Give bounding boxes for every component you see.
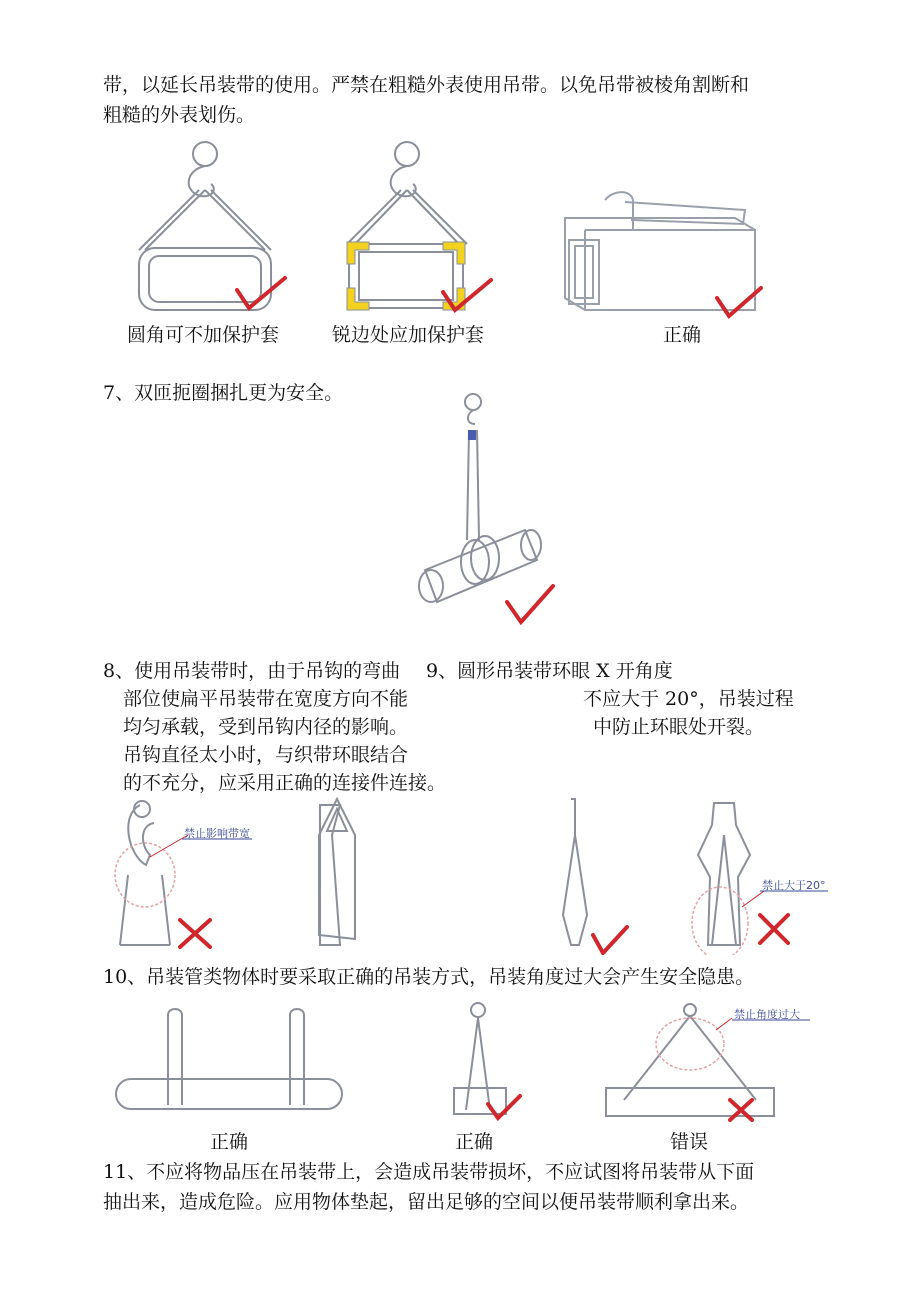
- paragraph-line: 均匀承载，受到吊钩内径的影响。: [123, 716, 409, 738]
- figure-caption: 圆角可不加保护套: [127, 324, 280, 346]
- paragraph-line: 9、圆形吊装带环眼 X 开角度: [426, 660, 673, 682]
- cross-icon: [760, 915, 788, 943]
- box-sling-figure: [555, 190, 775, 325]
- figure-caption: 错误: [670, 1131, 709, 1153]
- warning-label: 禁止大于20°: [762, 879, 826, 892]
- check-icon: [593, 927, 627, 953]
- figure-caption: 正确: [663, 324, 702, 346]
- paragraph-line: 带，以延长吊装带的使用。严禁在粗糙外表使用吊带。以免吊带被棱角割断和: [103, 74, 750, 96]
- paragraph-line: 的不充分，应采用正确的连接件连接。: [123, 772, 447, 794]
- paragraph-line: 吊钩直径太小时，与织带环眼结合: [123, 744, 409, 766]
- flat-sling-correct-figure: [315, 795, 365, 945]
- paragraph-line: 抽出来，造成危险。应用物体垫起，留出足够的空间以便吊装带顺利拿出来。: [103, 1191, 750, 1213]
- sharp-edge-sling-figure: [335, 140, 505, 320]
- round-corner-sling-figure: [125, 140, 295, 320]
- check-icon: [443, 280, 491, 310]
- paragraph-line: 8、使用吊装带时，由于吊钩的弯曲: [103, 660, 401, 682]
- paragraph-line: 不应大于 20°，吊装过程: [583, 688, 794, 710]
- warning-label: 禁止影响带宽: [184, 827, 250, 840]
- paragraph-line: 7、双匝扼圈捆扎更为安全。: [103, 382, 344, 404]
- double-wrap-choke-figure: [405, 390, 565, 630]
- hook-narrow-sling-figure: [110, 795, 350, 955]
- warning-label: 禁止角度过大: [734, 1008, 800, 1021]
- figure-caption: 正确: [455, 1131, 494, 1153]
- round-sling-correct-figure: [555, 795, 645, 955]
- cross-icon: [180, 920, 210, 947]
- paragraph-line: 部位使扁平吊装带在宽度方向不能: [123, 688, 409, 710]
- pipe-vertical-sling-figure: [450, 1000, 530, 1125]
- paragraph-line: 粗糙的外表划伤。: [103, 104, 256, 126]
- figure-caption: 正确: [210, 1131, 249, 1153]
- pipe-wide-angle-figure: [600, 1000, 820, 1125]
- round-sling-wrong-figure: [680, 795, 860, 955]
- figure-caption: 锐边处应加保护套: [332, 324, 485, 346]
- paragraph-line: 中防止环眼处开裂。: [593, 716, 765, 738]
- paragraph-line: 10、吊装管类物体时要采取正确的吊装方式，吊装角度过大会产生安全隐患。: [103, 966, 755, 988]
- check-icon: [507, 586, 553, 622]
- paragraph-line: 11、不应将物品压在吊装带上，会造成吊装带损坏，不应试图将吊装带从下面: [103, 1161, 755, 1183]
- pipe-two-slings-figure: [108, 1005, 348, 1120]
